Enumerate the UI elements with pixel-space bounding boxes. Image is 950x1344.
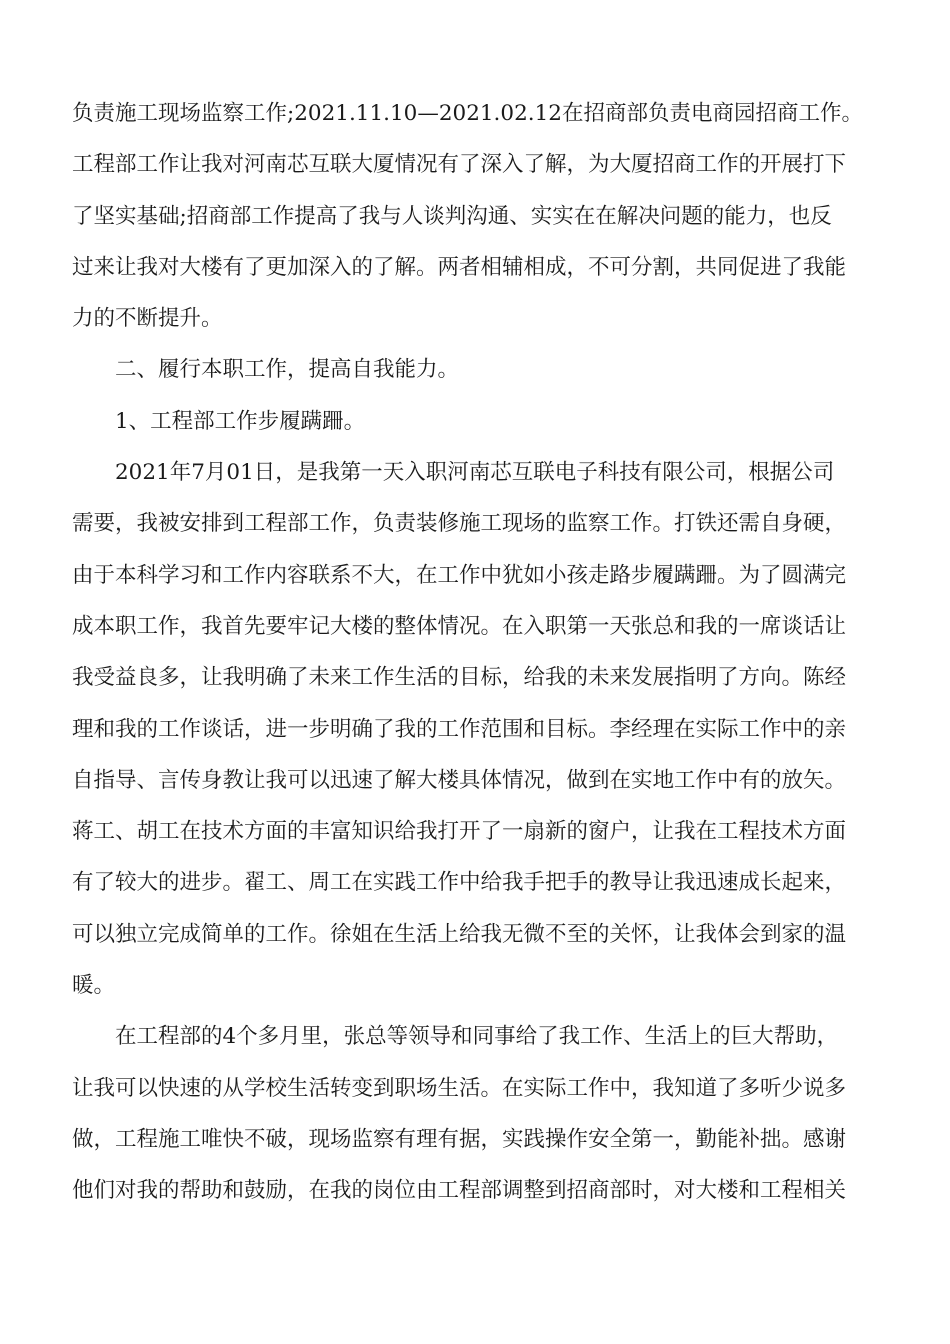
text-line: 需要，我被安排到工程部工作，负责装修施工现场的监察工作。打铁还需自身硬， [72,511,847,537]
document-body [72,88,882,1217]
text-line: 我受益良多，让我明确了未来工作生活的目标，给我的未来发展指明了方向。陈经 [72,665,847,691]
text-line: 负责施工现场监察工作;2021.11.10—2021.02.12在招商部负责电商园招商工作。 [72,101,863,126]
text-line: 理和我的工作谈话，进一步明确了我的工作范围和目标。李经理在实际工作中的亲 [72,716,847,742]
text-line: 他们对我的帮助和鼓励，在我的岗位由工程部调整到招商部时，对大楼和工程相关 [72,1178,847,1204]
text-line: 做，工程施工唯快不破，现场监察有理有据，实践操作安全第一，勤能补拙。感谢 [72,1126,847,1152]
text-line: 在工程部的4个多月里，张总等领导和同事给了我工作、生活上的巨大帮助， [115,1024,839,1050]
text-line: 2021年7月01日，是我第一天入职河南芯互联电子科技有限公司，根据公司 [115,460,835,486]
text-line: 蒋工、胡工在技术方面的丰富知识给我打开了一扇新的窗户，让我在工程技术方面 [72,819,847,845]
text-line: 力的不断提升。 [72,306,223,332]
text-line: 可以独立完成简单的工作。徐姐在生活上给我无微不至的关怀，让我体会到家的温 [72,921,847,947]
text-line: 了坚实基础;招商部工作提高了我与人谈判沟通、实实在在解决问题的能力，也反 [72,203,832,229]
text-line: 工程部工作让我对河南芯互联大厦情况有了深入了解，为大厦招商工作的开展打下 [72,152,847,178]
text-line: 由于本科学习和工作内容联系不大，在工作中犹如小孩走路步履蹒跚。为了圆满完 [72,562,847,588]
text-line: 暖。 [72,973,116,999]
section-heading: 二、履行本职工作，提高自我能力。 [115,357,460,383]
text-line: 让我可以快速的从学校生活转变到职场生活。在实际工作中，我知道了多听少说多 [72,1075,847,1101]
text-line: 自指导、言传身教让我可以迅速了解大楼具体情况，做到在实地工作中有的放矢。 [72,767,847,793]
text-line: 成本职工作，我首先要牢记大楼的整体情况。在入职第一天张总和我的一席谈话让 [72,613,847,639]
text-line: 过来让我对大楼有了更加深入的了解。两者相辅相成，不可分割，共同促进了我能 [72,254,847,280]
subsection-heading: 1、工程部工作步履蹒跚。 [115,408,366,434]
text-line: 有了较大的进步。翟工、周工在实践工作中给我手把手的教导让我迅速成长起来， [72,870,847,896]
